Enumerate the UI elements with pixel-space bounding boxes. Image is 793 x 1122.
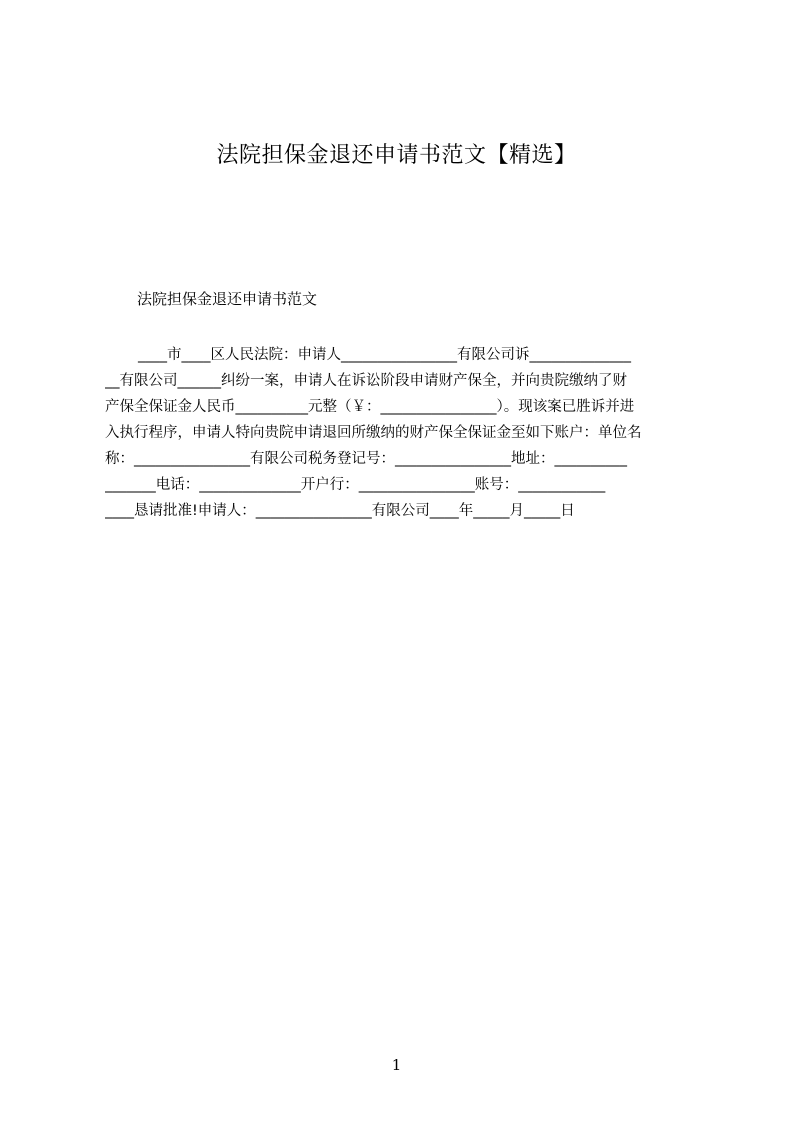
body-line-7: ____恳请批准!申请人：________________有限公司____年_____月_____日 xyxy=(105,503,575,519)
application-body xyxy=(105,342,701,524)
body-line-6: _______电话：______________开户行：________________账号：____________ xyxy=(105,477,606,493)
document-title: 法院担保金退还申请书范文【精选】 xyxy=(216,143,577,168)
body-line-4: 入执行程序，申请人特向贵院申请退回所缴纳的财产保全保证金至如下账户：单位名 xyxy=(105,425,642,441)
body-line-1: ____市____区人民法院：申请人________________有限公司诉______________ xyxy=(138,347,631,363)
body-line-5: 称：________________有限公司税务登记号：________________地址：__________ xyxy=(105,451,627,467)
body-line-2: __有限公司______纠纷一案，申请人在诉讼阶段申请财产保全，并向贵院缴纳了财 xyxy=(105,373,627,389)
body-line-3: 产保全保证金人民币__________元整（￥：________________）。现该案已胜诉并进 xyxy=(105,399,635,415)
page-number: 1 xyxy=(391,1056,402,1074)
document-subtitle: 法院担保金退还申请书范文 xyxy=(137,290,318,308)
